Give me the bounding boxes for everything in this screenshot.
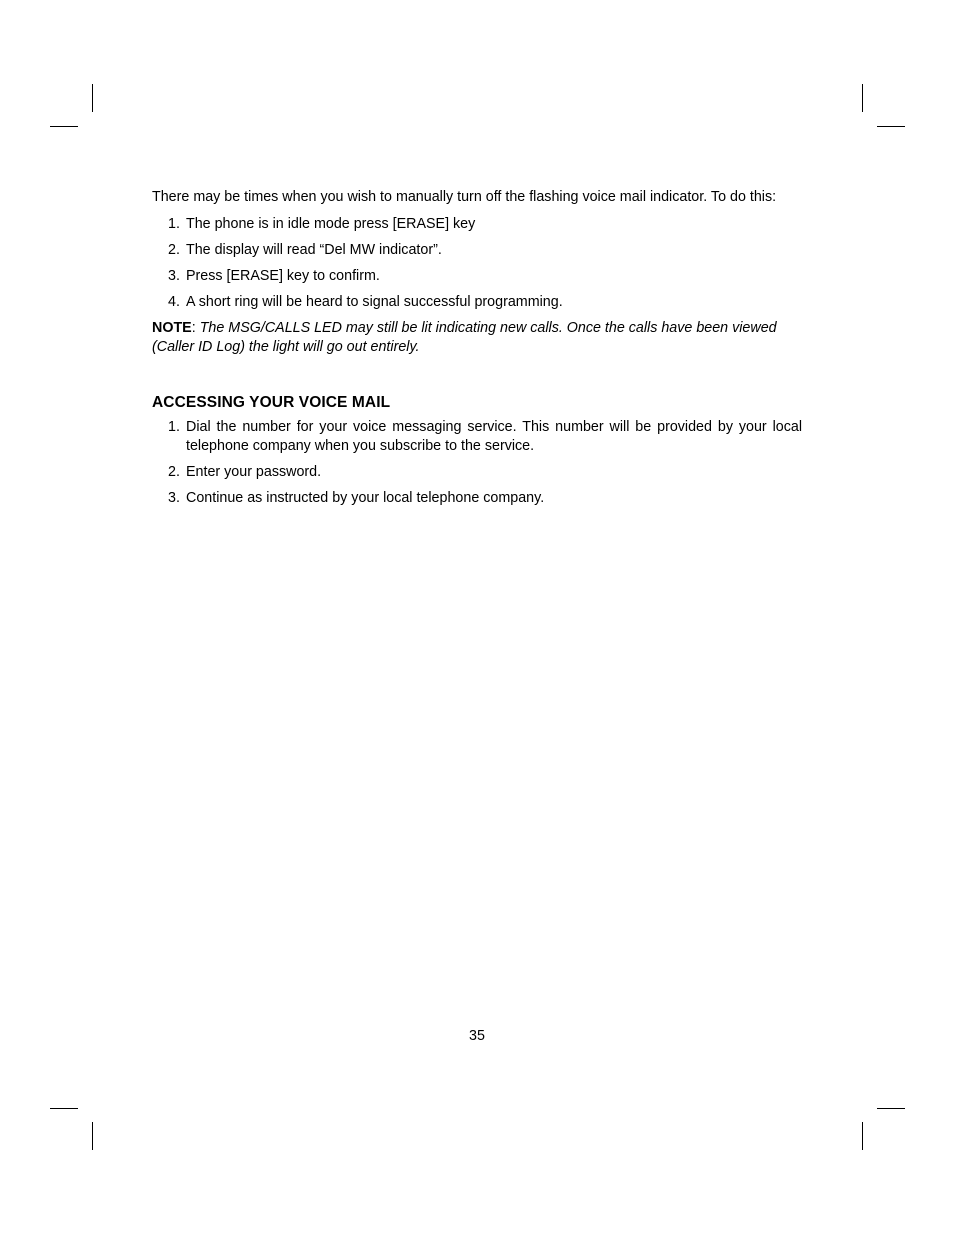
step-number: 3. — [168, 268, 180, 284]
step-number: 1. — [168, 216, 180, 232]
step-text: The display will read “Del MW indicator”. — [186, 242, 442, 258]
intro-paragraph: There may be times when you wish to manually turn off the flashing voice mail indicator. To do this: — [152, 189, 777, 205]
step-number: 4. — [168, 294, 180, 310]
list-item — [152, 489, 802, 508]
list-item — [152, 463, 802, 482]
step-text: The phone is in idle mode press [ERASE] key — [186, 216, 476, 232]
step-text: Enter your password. — [186, 464, 322, 480]
step-number: 1. — [168, 419, 180, 435]
list-item — [152, 293, 802, 312]
step-number: 3. — [168, 490, 180, 506]
step-text: Dial the number for your voice messaging service. This number will be provided by your local telephone company when you subscribe to the service. — [186, 419, 802, 454]
section-heading: ACCESSING YOUR VOICE MAIL — [152, 394, 391, 411]
crop-mark-top-right-horizontal — [877, 126, 905, 127]
note-separator: : — [191, 320, 196, 336]
crop-mark-bottom-right-vertical — [862, 1122, 863, 1150]
crop-mark-top-left-vertical — [92, 84, 93, 112]
note-paragraph — [152, 319, 802, 357]
voicemail-steps — [152, 418, 802, 508]
step-text: Continue as instructed by your local telephone company. — [186, 490, 545, 506]
list-item — [152, 267, 802, 286]
crop-mark-top-right-vertical — [862, 84, 863, 112]
list-item — [152, 418, 802, 456]
note-label: NOTE — [152, 320, 192, 336]
page-number: 35 — [469, 1028, 485, 1044]
mw-indicator-steps — [152, 215, 802, 312]
list-item — [152, 215, 802, 234]
crop-mark-bottom-left-vertical — [92, 1122, 93, 1150]
step-number: 2. — [168, 242, 180, 258]
step-number: 2. — [168, 464, 180, 480]
crop-mark-top-left-horizontal — [50, 126, 78, 127]
crop-mark-bottom-right-horizontal — [877, 1108, 905, 1109]
crop-mark-bottom-left-horizontal — [50, 1108, 78, 1109]
list-item — [152, 241, 802, 260]
step-text: A short ring will be heard to signal successful programming. — [186, 294, 563, 310]
page-content — [152, 188, 802, 515]
note-body: The MSG/CALLS LED may still be lit indicating new calls. Once the calls have been viewed (Caller ID Log) the light will go out entirely. — [152, 320, 777, 355]
step-text: Press [ERASE] key to confirm. — [186, 268, 380, 284]
